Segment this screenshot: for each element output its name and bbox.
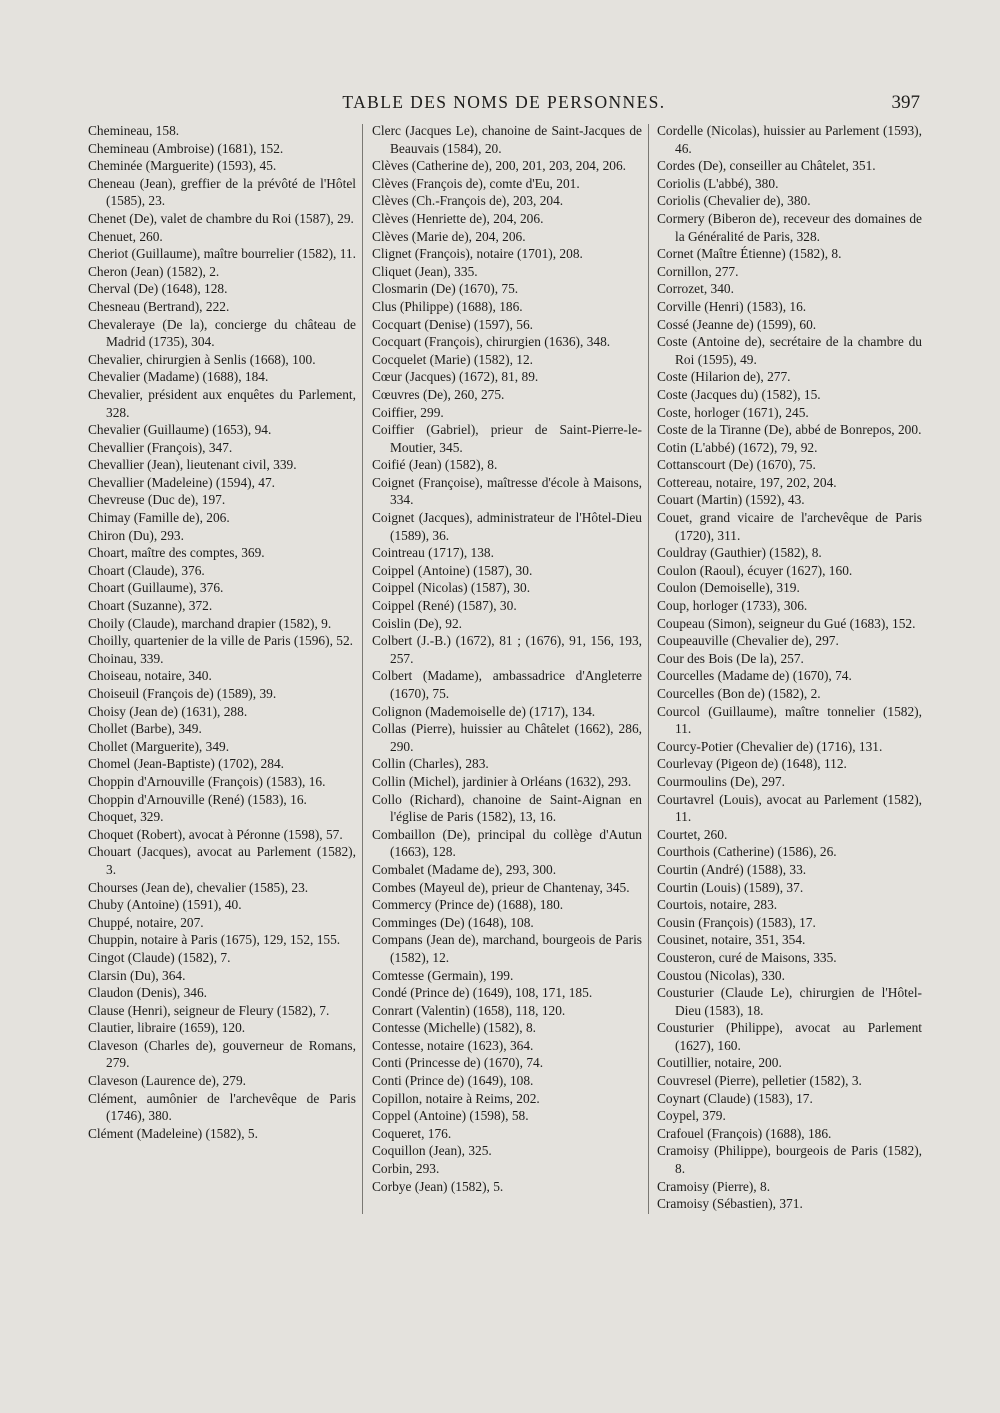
index-entry: Choiseuil (François de) (1589), 39. (88, 686, 277, 701)
index-entry: Choilly, quartenier de la ville de Paris (1596), 52. (88, 633, 354, 649)
index-entry: Chiron (Du), 293. (88, 527, 184, 543)
index-entry: Coste (Jacques du) (1582), 15. (657, 386, 821, 402)
index-entry: Chevalier (Madame) (1688), 184. (88, 369, 269, 385)
index-entry: Cheminée (Marguerite) (1593), 45. (88, 158, 277, 174)
index-entry: Cotin (L'abbé) (1672), 79, 92. (657, 439, 818, 455)
index-entry: Cousin (François) (1583), 17. (657, 914, 816, 930)
index-entry: Chevalier, chirurgien à Senlis (1668), 100. (88, 351, 316, 367)
index-entry: Coislin (De), 92. (372, 615, 463, 631)
index-entry: Clus (Philippe) (1688), 186. (372, 298, 523, 314)
index-entry: Coupeauville (Chevalier de), 297. (657, 633, 839, 649)
index-entry: Cheron (Jean) (1582), 2. (88, 263, 220, 279)
index-entry: Choart (Claude), 376. (88, 562, 205, 578)
index-entry: Combalet (Madame de), 293, 300. (372, 861, 557, 877)
index-entry: Chenuet, 260. (88, 228, 163, 244)
index-entry: Cliquet (Jean), 335. (372, 263, 478, 279)
index-entry: Coulon (Demoiselle), 319. (657, 580, 800, 596)
index-entry: Courtin (André) (1588), 33. (657, 861, 807, 877)
index-entry: Coste, horloger (1671), 245. (657, 404, 809, 420)
index-entry: Coriolis (Chevalier de), 380. (657, 193, 811, 209)
index-entry: Courmoulins (De), 297. (657, 773, 785, 789)
index-entry: Cottereau, notaire, 197, 202, 204. (657, 474, 837, 490)
index-entry: Clément (Madeleine) (1582), 5. (88, 1125, 258, 1141)
index-entry: Crafouel (François) (1688), 186. (657, 1125, 832, 1141)
column-divider (648, 124, 649, 1214)
index-entry: Chuppé, notaire, 207. (88, 914, 204, 930)
index-entry: Combaillon (De), principal du collège d'Autun (1663), 128. (372, 826, 642, 860)
index-entry: Clèves (Marie de), 204, 206. (372, 228, 526, 244)
index-entry: Courthois (Catherine) (1586), 26. (657, 844, 837, 860)
index-entry: Coriolis (L'abbé), 380. (657, 175, 779, 191)
index-entry: Coppel (Antoine) (1598), 58. (372, 1108, 529, 1124)
index-entry: Chollet (Barbe), 349. (88, 721, 202, 737)
index-entry: Closmarin (De) (1670), 75. (372, 281, 519, 297)
index-entry: Cointreau (1717), 138. (372, 545, 494, 561)
index-entry: Chuppin, notaire à Paris (1675), 129, 152, 155. (88, 932, 341, 948)
index-entry: Chomel (Jean-Baptiste) (1702), 284. (88, 756, 284, 772)
index-entry: Coste (Hilarion de), 277. (657, 369, 791, 385)
index-entry: Cheneau (Jean), greffier de la prévôté de l'Hôtel (1585), 23. (88, 175, 356, 209)
index-entry: Cottanscourt (De) (1670), 75. (657, 457, 816, 473)
index-entry: Compans (Jean de), marchand, bourgeois de Paris (1582), 12. (372, 932, 642, 965)
index-entry: Conrart (Valentin) (1658), 118, 120. (372, 1002, 566, 1018)
index-entry: Couart (Martin) (1592), 43. (657, 492, 805, 508)
index-entry: Collas (Pierre), huissier au Châtelet (1662), 286, 290. (372, 721, 642, 754)
index-entry: Coignet (Jacques), administrateur de l'Hôtel-Dieu (1589), 36. (372, 510, 642, 543)
index-entry: Chevallier (François), 347. (88, 439, 233, 455)
index-entry: Chevalier, président aux enquêtes du Parlement, 328. (88, 386, 356, 420)
index-entry: Coippel (René) (1587), 30. (372, 598, 517, 614)
index-entry: Clèves (François de), comte d'Eu, 201. (372, 175, 580, 191)
index-entry: Choily (Claude), marchand drapier (1582), 9. (88, 615, 332, 631)
index-entry: Choart, maître des comptes, 369. (88, 545, 265, 561)
index-entry: Clignet (François), notaire (1701), 208. (372, 246, 583, 262)
index-entry: Cocquart (Denise) (1597), 56. (372, 316, 534, 332)
index-entry: Choisy (Jean de) (1631), 288. (88, 703, 248, 719)
index-entry: Courtavrel (Louis), avocat au Parlement (1582), 11. (657, 791, 922, 825)
index-entry: Chevallier (Jean), lieutenant civil, 339. (88, 457, 297, 473)
index-entry: Comtesse (Germain), 199. (372, 967, 514, 983)
index-entry: Contesse, notaire (1623), 364. (372, 1037, 534, 1053)
index-entry: Cousteron, curé de Maisons, 335. (657, 949, 837, 965)
index-entry: Choinau, 339. (88, 650, 164, 666)
index-entry: Cousinet, notaire, 351, 354. (657, 932, 806, 948)
index-entry: Coqueret, 176. (372, 1125, 452, 1141)
index-entry: Coignet (Françoise), maîtresse d'école à Maisons, 334. (372, 474, 642, 508)
index-entry: Cousturier (Claude Le), chirurgien de l'Hôtel-Dieu (1583), 18. (657, 985, 922, 1018)
index-entry: Courtet, 260. (657, 826, 728, 842)
index-entry: Chenet (De), valet de chambre du Roi (1587), 29. (88, 210, 354, 226)
index-entry: Courcy-Potier (Chevalier de) (1716), 131. (657, 738, 883, 754)
index-entry: Courlevay (Pigeon de) (1648), 112. (657, 756, 847, 772)
index-entry: Coustou (Nicolas), 330. (657, 967, 785, 983)
index-entry: Colbert (Madame), ambassadrice d'Angleterre (1670), 75. (372, 668, 642, 701)
index-column-2 (372, 122, 642, 1195)
index-entry: Coypel, 379. (657, 1108, 726, 1124)
index-entry: Coste (Antoine de), secrétaire de la chambre du Roi (1595), 49. (657, 334, 922, 367)
index-entry: Cormery (Biberon de), receveur des domaines de la Généralité de Paris, 328. (657, 210, 922, 244)
index-entry: Cordelle (Nicolas), huissier au Parlement (1593), 46. (657, 123, 922, 156)
index-entry: Collin (Michel), jardinier à Orléans (1632), 293. (372, 773, 632, 789)
index-entry: Corville (Henri) (1583), 16. (657, 298, 807, 314)
index-entry: Courcelles (Madame de) (1670), 74. (657, 668, 852, 684)
index-entry: Claveson (Laurence de), 279. (88, 1073, 247, 1089)
index-entry: Chesneau (Bertrand), 222. (88, 298, 230, 314)
index-entry: Cramoisy (Philippe), bourgeois de Paris (1582), 8. (657, 1143, 922, 1177)
index-entry: Coifié (Jean) (1582), 8. (372, 457, 498, 473)
index-entry: Couldray (Gauthier) (1582), 8. (657, 545, 822, 561)
index-entry: Chollet (Marguerite), 349. (88, 738, 230, 754)
index-entry: Comminges (De) (1648), 108. (372, 914, 534, 930)
index-entry: Cingot (Claude) (1582), 7. (88, 949, 231, 965)
index-entry: Coste de la Tiranne (De), abbé de Bonrepos, 200. (657, 422, 922, 438)
index-entry: Chemineau (Ambroise) (1681), 152. (88, 140, 284, 156)
index-entry: Corbin, 293. (372, 1161, 440, 1177)
index-entry: Corbye (Jean) (1582), 5. (372, 1178, 504, 1194)
index-column-3 (657, 122, 922, 1213)
index-entry: Choppin d'Arnouville (René) (1583), 16. (88, 791, 307, 807)
index-entry: Chouart (Jacques), avocat au Parlement (1582), 3. (88, 844, 356, 877)
index-entry: Cossé (Jeanne de) (1599), 60. (657, 316, 817, 332)
index-entry: Clautier, libraire (1659), 120. (88, 1020, 246, 1036)
index-entry: Chevaleraye (De la), concierge du château de Madrid (1735), 304. (88, 316, 356, 350)
index-entry: Chimay (Famille de), 206. (88, 510, 230, 526)
index-entry: Choart (Guillaume), 376. (88, 580, 224, 596)
index-entry: Conti (Prince de) (1649), 108. (372, 1073, 534, 1089)
index-entry: Condé (Prince de) (1649), 108, 171, 185. (372, 985, 593, 1001)
index-entry: Courcol (Guillaume), maître tonnelier (1582), 11. (657, 703, 922, 737)
index-entry: Cour des Bois (De la), 257. (657, 650, 804, 666)
index-entry: Collin (Charles), 283. (372, 756, 489, 772)
index-entry: Cœuvres (De), 260, 275. (372, 386, 505, 402)
index-entry: Contesse (Michelle) (1582), 8. (372, 1020, 536, 1036)
index-entry: Chevreuse (Duc de), 197. (88, 492, 226, 508)
index-entry: Cornillon, 277. (657, 263, 739, 279)
index-entry: Coynart (Claude) (1583), 17. (657, 1090, 813, 1106)
index-entry: Chuby (Antoine) (1591), 40. (88, 897, 242, 913)
index-entry: Chourses (Jean de), chevalier (1585), 23. (88, 879, 309, 895)
index-entry: Clerc (Jacques Le), chanoine de Saint-Jacques de Beauvais (1584), 20. (372, 123, 642, 156)
index-entry: Colignon (Mademoiselle de) (1717), 134. (372, 703, 596, 719)
index-entry: Cheriot (Guillaume), maître bourrelier (1582), 11. (88, 246, 356, 262)
index-column-1 (88, 122, 356, 1142)
index-entry: Conti (Princesse de) (1670), 74. (372, 1055, 544, 1071)
index-entry: Coulon (Raoul), écuyer (1627), 160. (657, 562, 853, 578)
index-entry: Couvresel (Pierre), pelletier (1582), 3. (657, 1073, 862, 1089)
index-entry: Chevallier (Madeleine) (1594), 47. (88, 474, 276, 490)
index-entry: Courcelles (Bon de) (1582), 2. (657, 686, 821, 701)
index-entry: Cramoisy (Sébastien), 371. (657, 1196, 803, 1212)
index-entry: Clèves (Ch.-François de), 203, 204. (372, 193, 564, 209)
index-entry: Chemineau, 158. (88, 123, 180, 138)
index-entry: Corrozet, 340. (657, 281, 734, 297)
page-number: 397 (891, 92, 920, 113)
index-entry: Coutillier, notaire, 200. (657, 1055, 782, 1071)
index-entry: Choquet, 329. (88, 809, 164, 825)
index-entry: Cramoisy (Pierre), 8. (657, 1178, 771, 1194)
column-divider (362, 124, 363, 1214)
index-entry: Cœur (Jacques) (1672), 81, 89. (372, 369, 539, 385)
index-entry: Cocquart (François), chirurgien (1636), 348. (372, 334, 611, 350)
index-entry: Claveson (Charles de), gouverneur de Romans, 279. (88, 1037, 356, 1071)
index-entry: Coquillon (Jean), 325. (372, 1143, 492, 1159)
index-entry: Coiffier, 299. (372, 404, 444, 420)
index-entry: Clèves (Catherine de), 200, 201, 203, 204, 206. (372, 158, 627, 174)
index-entry: Choppin d'Arnouville (François) (1583), 16. (88, 773, 326, 789)
index-entry: Collo (Richard), chanoine de Saint-Aignan en l'église de Paris (1582), 13, 16. (372, 791, 642, 825)
index-entry: Coupeau (Simon), seigneur du Gué (1683), 152. (657, 615, 916, 631)
index-entry: Cordes (De), conseiller au Châtelet, 351. (657, 158, 876, 174)
index-entry: Courtois, notaire, 283. (657, 897, 778, 913)
running-title: TABLE DES NOMS DE PERSONNES. (342, 92, 666, 112)
index-entry: Copillon, notaire à Reims, 202. (372, 1090, 540, 1106)
index-entry: Cousturier (Philippe), avocat au Parlement (1627), 160. (657, 1020, 922, 1053)
index-entry: Coippel (Nicolas) (1587), 30. (372, 580, 531, 596)
index-entry: Choiseau, notaire, 340. (88, 668, 212, 684)
index-entry: Chevalier (Guillaume) (1653), 94. (88, 422, 272, 438)
index-entry: Cornet (Maître Étienne) (1582), 8. (657, 246, 842, 262)
index-entry: Colbert (J.-B.) (1672), 81 ; (1676), 91, 156, 193, 257. (372, 633, 642, 666)
index-entry: Courtin (Louis) (1589), 37. (657, 879, 804, 895)
index-entry: Cocquelet (Marie) (1582), 12. (372, 351, 534, 367)
index-entry: Coippel (Antoine) (1587), 30. (372, 562, 533, 578)
index-entry: Claudon (Denis), 346. (88, 985, 208, 1001)
index-entry: Coup, horloger (1733), 306. (657, 598, 808, 614)
index-entry: Commercy (Prince de) (1688), 180. (372, 897, 564, 913)
index-entry: Clause (Henri), seigneur de Fleury (1582), 7. (88, 1002, 330, 1018)
index-entry: Clèves (Henriette de), 204, 206. (372, 210, 544, 226)
index-entry: Choquet (Robert), avocat à Péronne (1598), 57. (88, 826, 343, 842)
index-entry: Couet, grand vicaire de l'archevêque de Paris (1720), 311. (657, 510, 922, 543)
index-entry: Choart (Suzanne), 372. (88, 598, 213, 614)
index-entry: Clément, aumônier de l'archevêque de Paris (1746), 380. (88, 1090, 356, 1124)
page-header (88, 92, 920, 118)
index-entry: Coiffier (Gabriel), prieur de Saint-Pierre-le-Moutier, 345. (372, 422, 642, 455)
index-entry: Clarsin (Du), 364. (88, 967, 186, 983)
index-entry: Combes (Mayeul de), prieur de Chantenay, 345. (372, 879, 630, 895)
index-entry: Cherval (De) (1648), 128. (88, 281, 228, 297)
